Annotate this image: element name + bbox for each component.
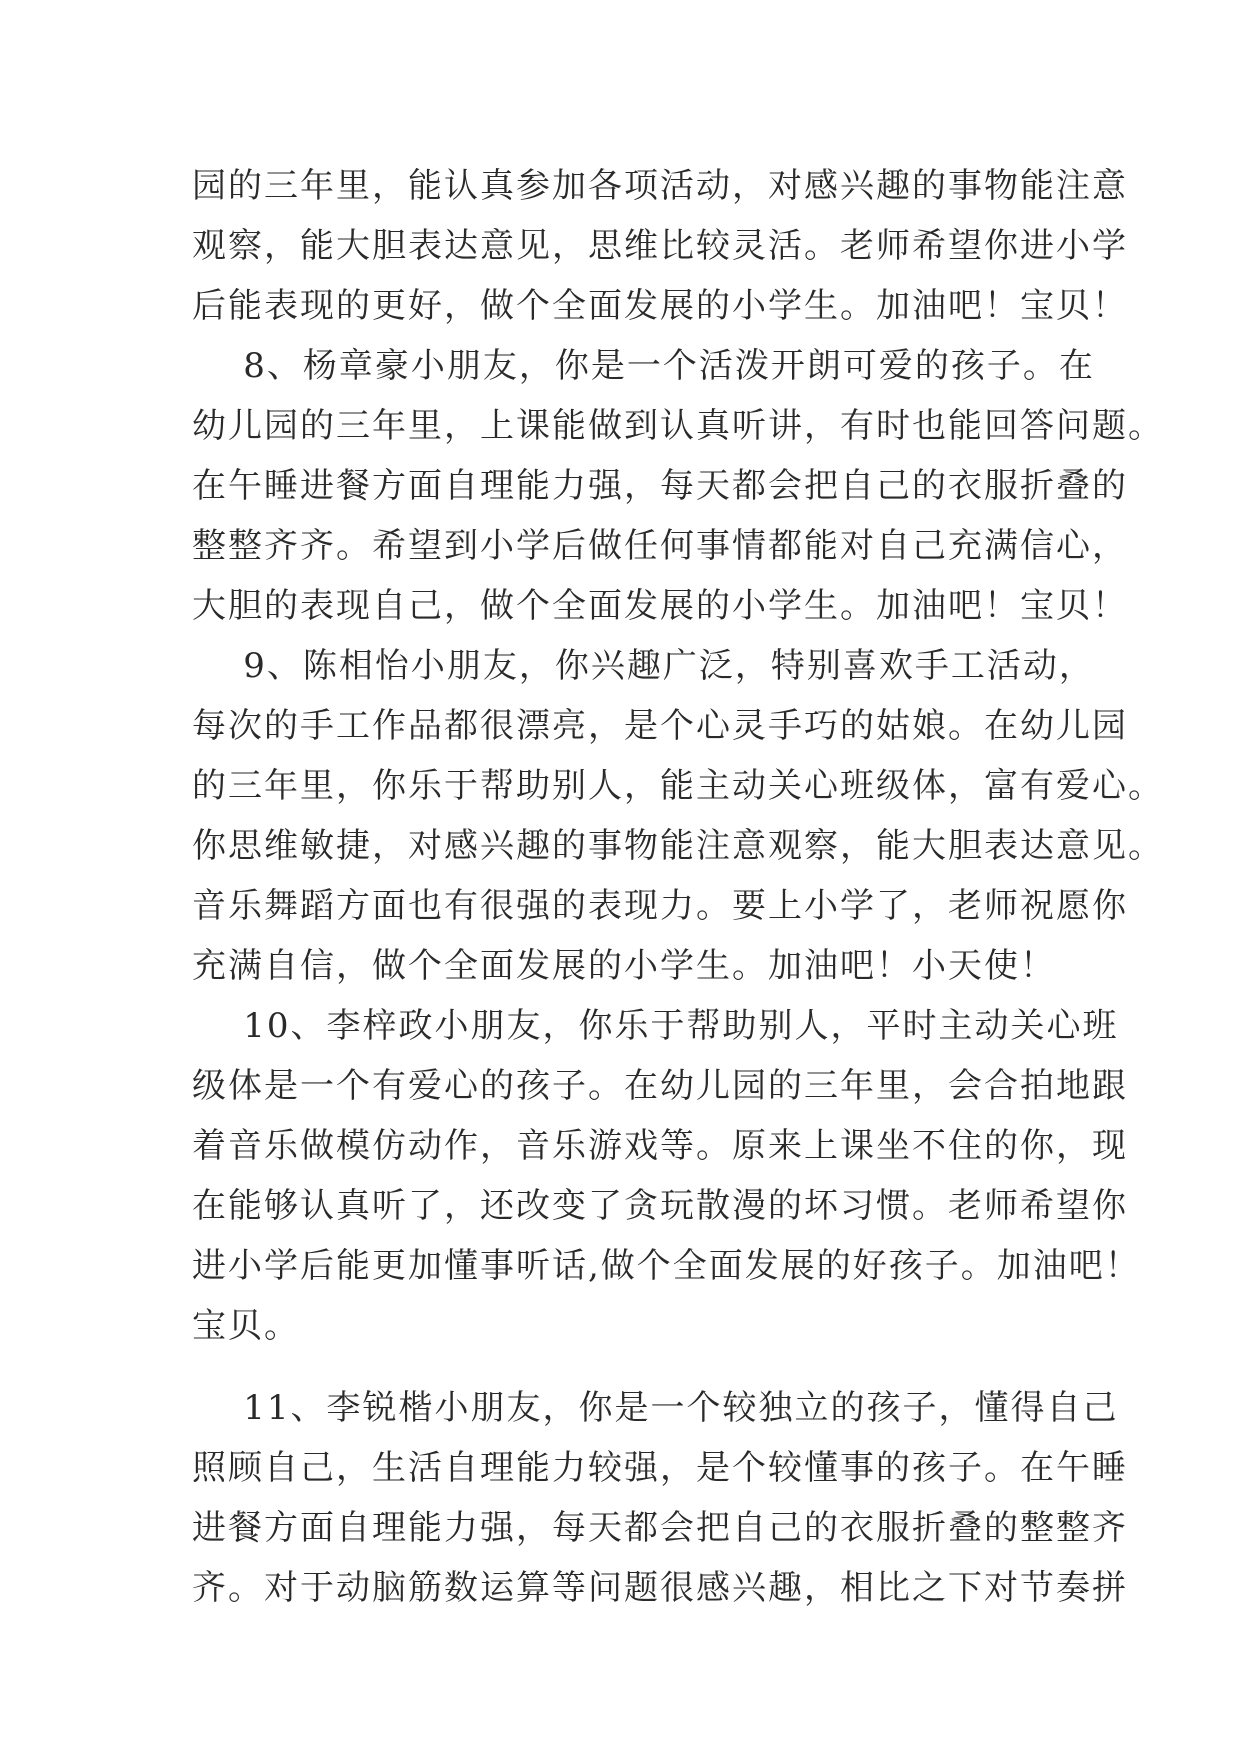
text-line: 大胆的表现自己，做个全面发展的小学生。加油吧！宝贝！ [192,586,1128,626]
text-line: 观察，能大胆表达意见，思维比较灵活。老师希望你进小学 [192,226,1128,266]
text-line: 在能够认真听了，还改变了贪玩散漫的坏习惯。老师希望你 [192,1186,1128,1226]
text-line: 的三年里，你乐于帮助别人，能主动关心班级体，富有爱心。 [192,766,1164,806]
text-line: 整整齐齐。希望到小学后做任何事情都能对自己充满信心， [192,526,1128,566]
text-line: 园的三年里，能认真参加各项活动，对感兴趣的事物能注意 [192,166,1128,206]
text-line: 进餐方面自理能力强，每天都会把自己的衣服折叠的整整齐 [192,1508,1128,1548]
text-line: 在午睡进餐方面自理能力强，每天都会把自己的衣服折叠的 [192,466,1128,506]
text-line: 级体是一个有爱心的孩子。在幼儿园的三年里，会合拍地跟 [192,1066,1128,1106]
text-line: 照顾自己，生活自理能力较强，是个较懂事的孩子。在午睡 [192,1448,1128,1488]
text-line: 进小学后能更加懂事听话,做个全面发展的好孩子。加油吧！ [192,1246,1141,1286]
text-line: 齐。对于动脑筋数运算等问题很感兴趣，相比之下对节奏拼 [192,1568,1128,1608]
paragraph-gap [192,1356,1072,1378]
text-line: 9、陈相怡小朋友，你兴趣广泛，特别喜欢手工活动， [192,646,1095,686]
text-line: 8、杨章豪小朋友，你是一个活泼开朗可爱的孩子。在 [192,346,1095,386]
text-line: 11、李锐楷小朋友，你是一个较独立的孩子，懂得自己 [192,1388,1119,1428]
body-text [192,156,1164,1618]
text-line: 音乐舞蹈方面也有很强的表现力。要上小学了，老师祝愿你 [192,886,1128,926]
text-line: 着音乐做模仿动作，音乐游戏等。原来上课坐不住的你，现 [192,1126,1128,1166]
text-line: 每次的手工作品都很漂亮，是个心灵手巧的姑娘。在幼儿园 [192,706,1128,746]
text-line: 幼儿园的三年里，上课能做到认真听讲，有时也能回答问题。 [192,406,1164,446]
text-line: 宝贝。 [192,1306,300,1346]
text-line: 你思维敏捷，对感兴趣的事物能注意观察，能大胆表达意见。 [192,826,1164,866]
text-line: 10、李梓政小朋友，你乐于帮助别人，平时主动关心班 [192,1006,1119,1046]
text-line: 后能表现的更好，做个全面发展的小学生。加油吧！宝贝！ [192,286,1128,326]
text-line: 充满自信，做个全面发展的小学生。加油吧！小天使！ [192,946,1056,986]
